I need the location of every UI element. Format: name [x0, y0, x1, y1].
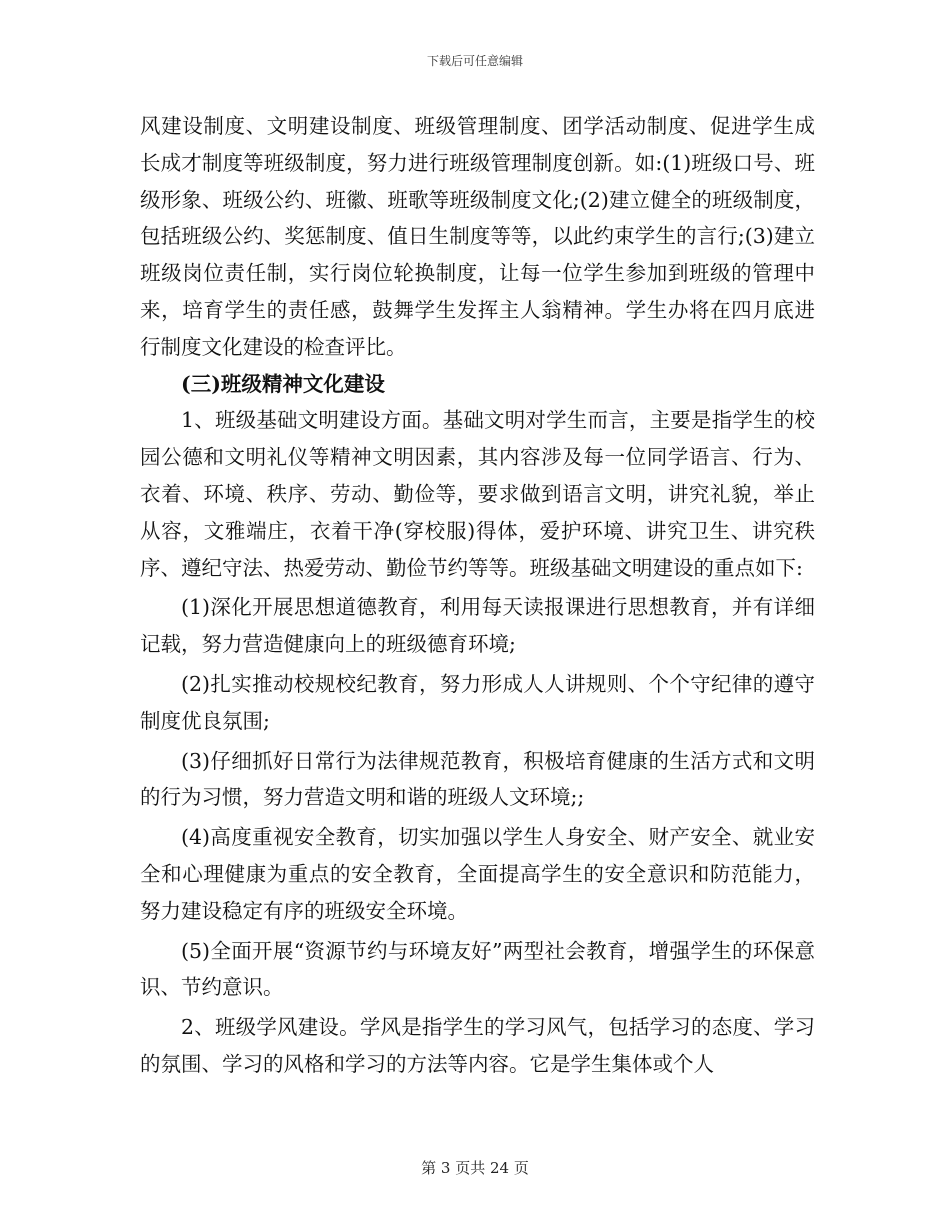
page-footer: 第 3 页共 24 页	[421, 1159, 529, 1177]
paragraph-study-style: 2、班级学风建设。学风是指学生的学习风气，包括学习的态度、学习的氛围、学习的风格和学习的方法等内容。它是学生集体或个人	[140, 1015, 815, 1076]
list-item-1: (1)深化开展思想道德教育，利用每天读报课进行思想教育，并有详细记载，努力营造健康向上的班级德育环境;	[140, 595, 815, 657]
list-item-4: (4)高度重视安全教育，切实加强以学生人身安全、财产安全、就业安全和心理健康为重点的安全教育，全面提高学生的安全意识和防范能力，努力建设稳定有序的班级安全环境。	[140, 825, 815, 923]
paragraph-basic-civility: 1、班级基础文明建设方面。基础文明对学生而言，主要是指学生的校园公德和文明礼仪等精神文明因素，其内容涉及每一位同学语言、行为、衣着、环境、秩序、劳动、勤俭等，要求做到语言文明，讲究礼貌，举止从容，文雅端庄，衣着干净(穿校服)得体，爱护环境、讲究卫生、讲究秩序、遵纪守法、热爱劳动、勤俭节约等等。班级基础文明建设的重点如下:	[140, 408, 815, 580]
document-body	[140, 108, 815, 1083]
section-heading: (三)班级精神文化建设	[181, 371, 385, 396]
list-item-2: (2)扎实推动校规校纪教育，努力形成人人讲规则、个个守纪律的遵守制度优良氛围;	[140, 671, 815, 733]
list-item-3: (3)仔细抓好日常行为法律规范教育，积极培育健康的生活方式和文明的行为习惯，努力营造文明和谐的班级人文环境;;	[140, 748, 815, 810]
page-header: 下载后可任意编辑	[426, 54, 523, 68]
paragraph-continued: 风建设制度、文明建设制度、班级管理制度、团学活动制度、促进学生成长成才制度等班级制度，努力进行班级管理制度创新。如:(1)班级口号、班级形象、班级公约、班徽、班歌等班级制度文化;(2)建立健全的班级制度，包括班级公约、奖惩制度、值日生制度等等，以此约束学生的言行;(3)建立班级岗位责任制，实行岗位轮换制度，让每一位学生参加到班级的管理中来，培育学生的责任感，鼓舞学生发挥主人翁精神。学生办将在四月底进行制度文化建设的检查评比。	[140, 114, 815, 359]
list-item-5: (5)全面开展“资源节约与环境友好”两型社会教育，增强学生的环保意识、节约意识。	[140, 938, 815, 1000]
